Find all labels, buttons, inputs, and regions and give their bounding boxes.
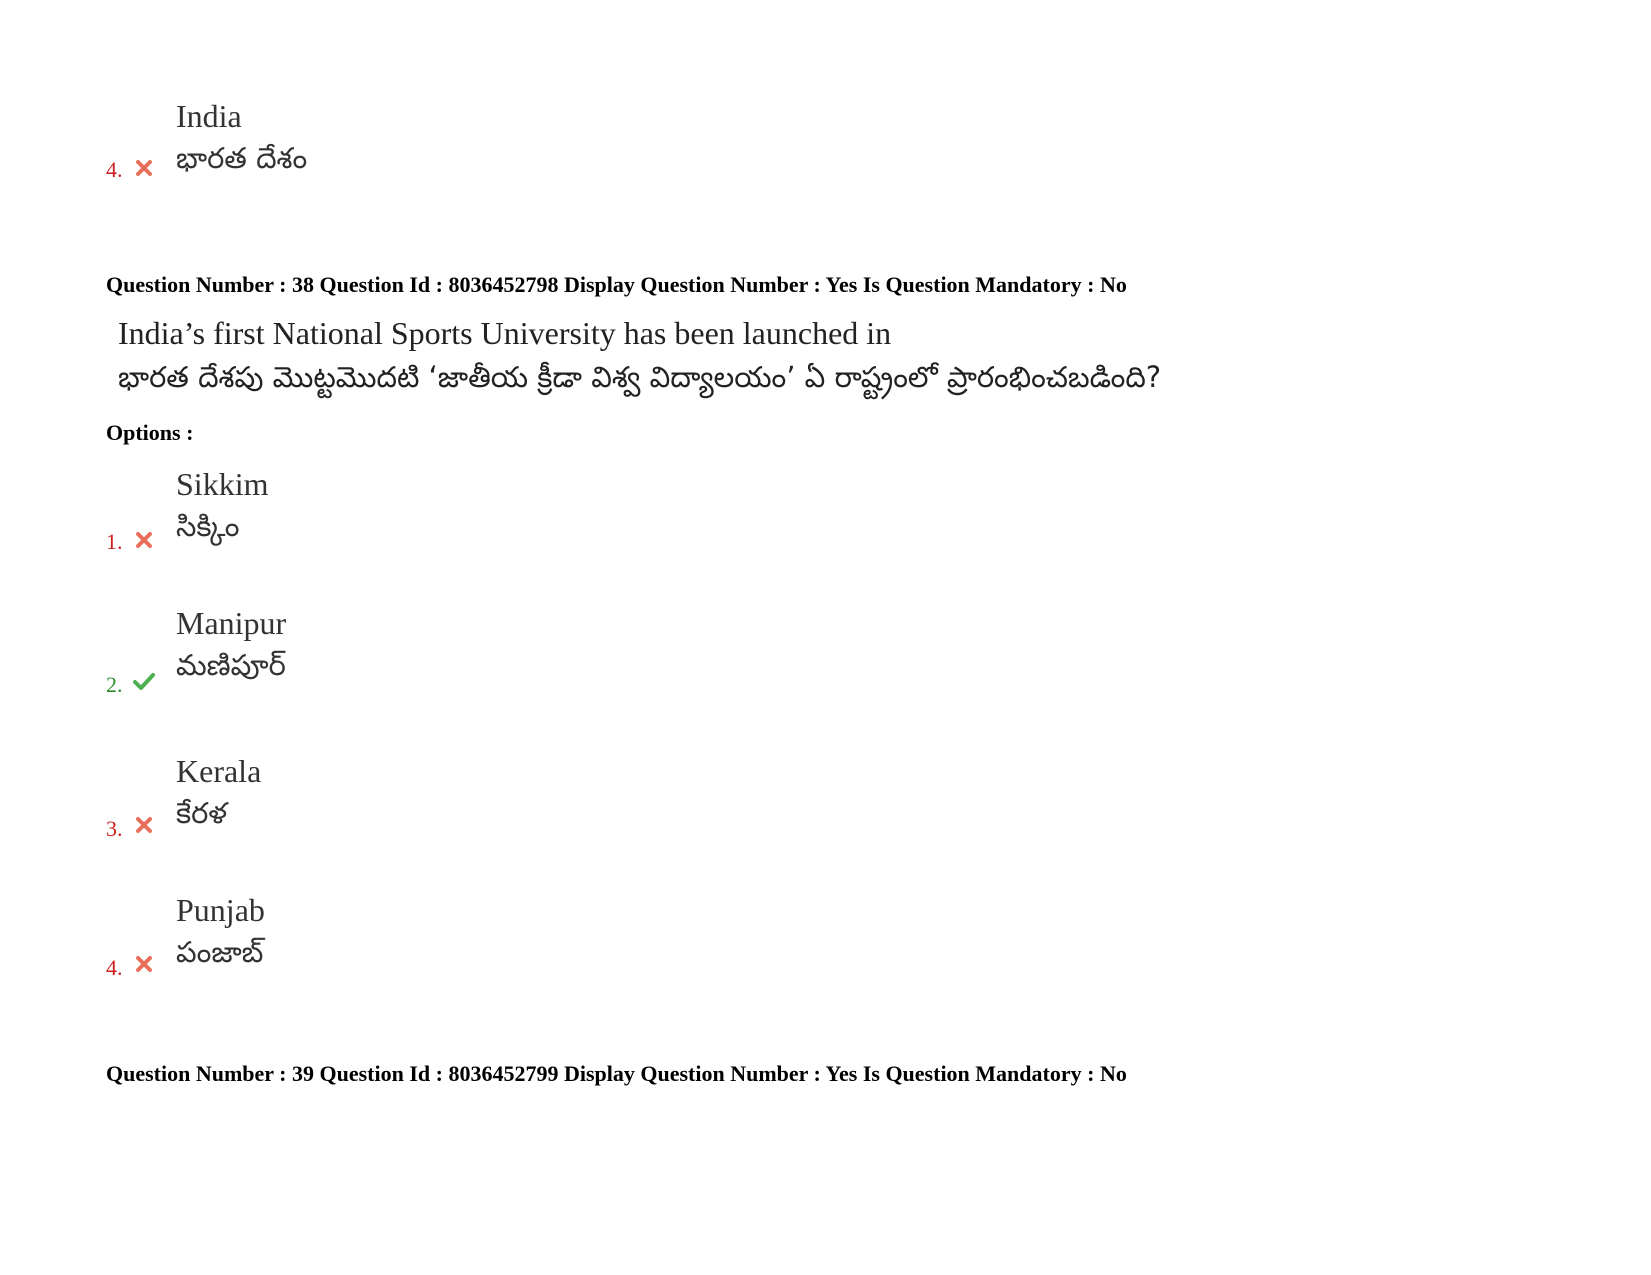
cross-icon: [132, 813, 156, 837]
option-label-english: Kerala: [176, 753, 262, 789]
option-3: [106, 751, 706, 851]
cross-icon: [132, 528, 156, 552]
option-number: 2.: [106, 672, 123, 697]
check-icon: [132, 669, 156, 693]
question-text-telugu: భారత దేశపు మొట్టమొదటి ‘జాతీయ క్రీడా విశ్వ విద్యాలయం’ ఏ రాష్ట్రంలో ప్రారంభించబడింది?: [118, 360, 1162, 394]
option-1: [106, 464, 706, 564]
option-label-telugu: పంజాబ్: [176, 935, 264, 969]
option-label-english: Manipur: [176, 605, 287, 641]
option-number: 4.: [106, 157, 123, 182]
option-label-telugu: మణిపూర్: [176, 648, 286, 682]
previous-question-option-4: [106, 96, 706, 196]
cross-icon: [132, 952, 156, 976]
question-text-english: India’s first National Sports University has been launched in: [118, 315, 892, 351]
option-label-english: Punjab: [176, 892, 265, 928]
option-label-english: Sikkim: [176, 466, 269, 502]
cross-icon: [132, 156, 156, 180]
question-39-meta: Question Number : 39 Question Id : 8036452799 Display Question Number : Yes Is Question Mandatory : No: [106, 1061, 1127, 1086]
question-38-meta: Question Number : 38 Question Id : 8036452798 Display Question Number : Yes Is Question Mandatory : No: [106, 272, 1127, 297]
option-label-telugu: సిక్కిం: [176, 509, 240, 543]
options-label: Options :: [106, 420, 194, 445]
option-label-english: India: [176, 98, 242, 134]
option-number: 1.: [106, 529, 123, 554]
question-38-text: [118, 311, 1161, 399]
option-label-telugu: భారత దేశం: [176, 141, 308, 175]
option-2: [106, 603, 706, 703]
option-label-telugu: కేరళ: [176, 796, 228, 830]
option-number: 3.: [106, 816, 123, 841]
option-number: 4.: [106, 955, 123, 980]
option-4: [106, 890, 706, 990]
